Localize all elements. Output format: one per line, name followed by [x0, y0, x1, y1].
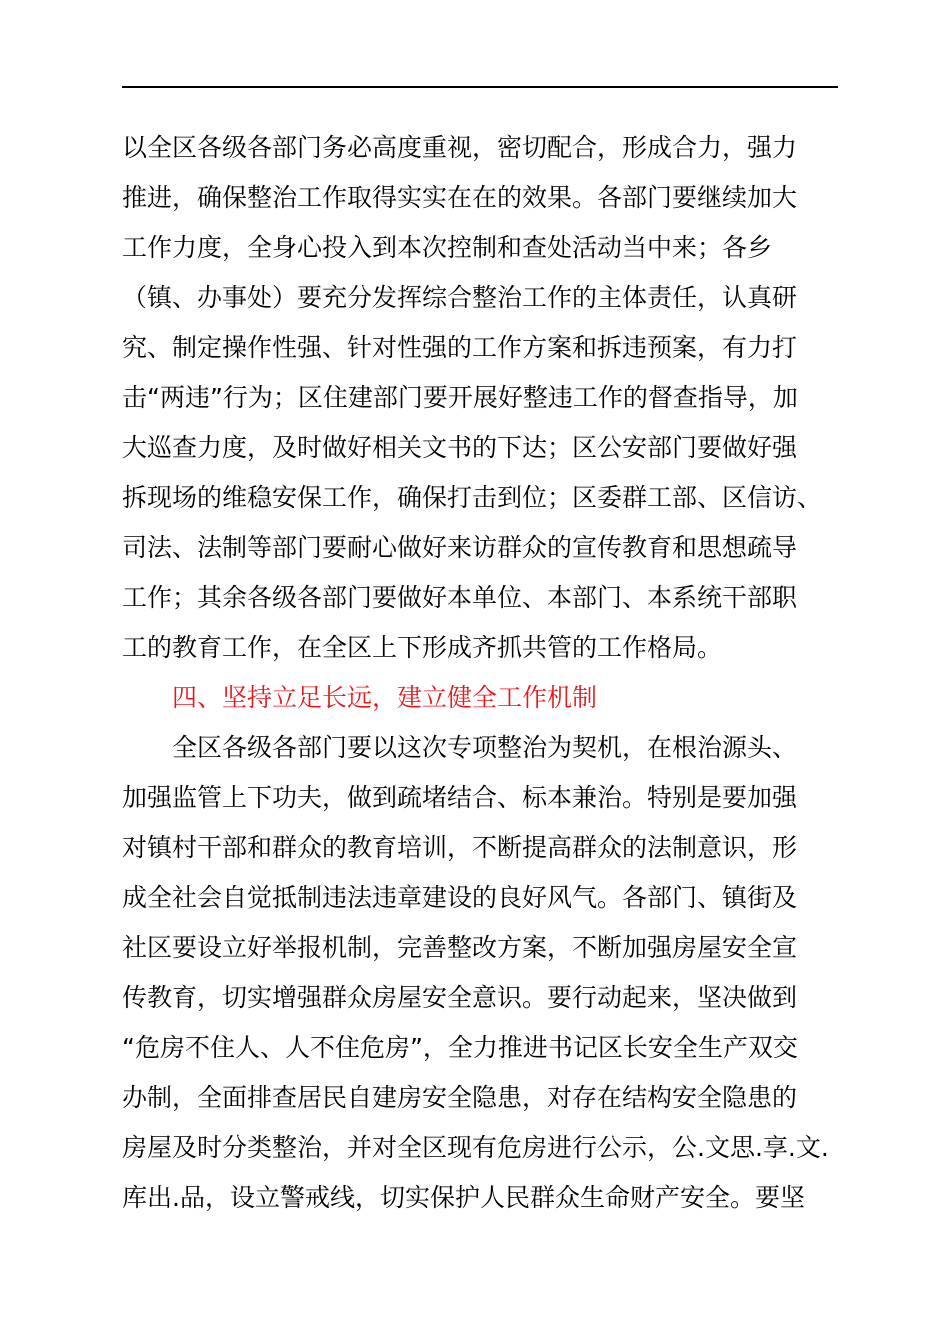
- text-line: 对镇村干部和群众的教育培训，不断提高群众的法制意识，形: [122, 833, 798, 862]
- text-line: “危房不住人、人不住危房”，全力推进书记区长安全生产双交: [122, 1033, 798, 1062]
- text-line: 传教育，切实增强群众房屋安全意识。要行动起来，坚决做到: [122, 983, 798, 1012]
- text-line: 办制，全面排查居民自建房安全隐患，对存在结构安全隐患的: [122, 1083, 798, 1112]
- text-line: 工作；其余各级各部门要做好本单位、本部门、本系统干部职: [122, 583, 798, 612]
- text-line: 工的教育工作，在全区上下形成齐抓共管的工作格局。: [122, 633, 723, 662]
- text-line: 房屋及时分类整治，并对全区现有危房进行公示，公.文思.享.文.: [122, 1133, 829, 1162]
- text-line: 推进，确保整治工作取得实实在在的效果。各部门要继续加大: [122, 183, 798, 212]
- text-line: 击“两违”行为；区住建部门要开展好整违工作的督查指导，加: [122, 383, 798, 412]
- text-line: 库出.品，设立警戒线，切实保护人民群众生命财产安全。要坚: [122, 1183, 805, 1212]
- text-line: 司法、法制等部门要耐心做好来访群众的宣传教育和思想疏导: [122, 533, 798, 562]
- text-line: 以全区各级各部门务必高度重视，密切配合，形成合力，强力: [122, 133, 798, 162]
- text-line: 社区要设立好举报机制，完善整改方案，不断加强房屋安全宣: [122, 933, 798, 962]
- section-heading: 四、坚持立足长远，建立健全工作机制: [172, 683, 598, 712]
- text-line: 拆现场的维稳安保工作，确保打击到位；区委群工部、区信访、: [122, 483, 823, 512]
- text-line: 工作力度，全身心投入到本次控制和查处活动当中来；各乡: [122, 233, 773, 262]
- text-line: 大巡查力度，及时做好相关文书的下达；区公安部门要做好强: [122, 433, 798, 462]
- header-rule: [122, 86, 838, 88]
- text-line: 成全社会自觉抵制违法违章建设的良好风气。各部门、镇街及: [122, 883, 798, 912]
- text-line: （镇、办事处）要充分发挥综合整治工作的主体责任，认真研: [122, 283, 798, 312]
- text-line: 究、制定操作性强、针对性强的工作方案和拆违预案，有力打: [122, 333, 798, 362]
- text-line: 全区各级各部门要以这次专项整治为契机，在根治源头、: [172, 733, 798, 762]
- text-line: 加强监管上下功夫，做到疏堵结合、标本兼治。特别是要加强: [122, 783, 798, 812]
